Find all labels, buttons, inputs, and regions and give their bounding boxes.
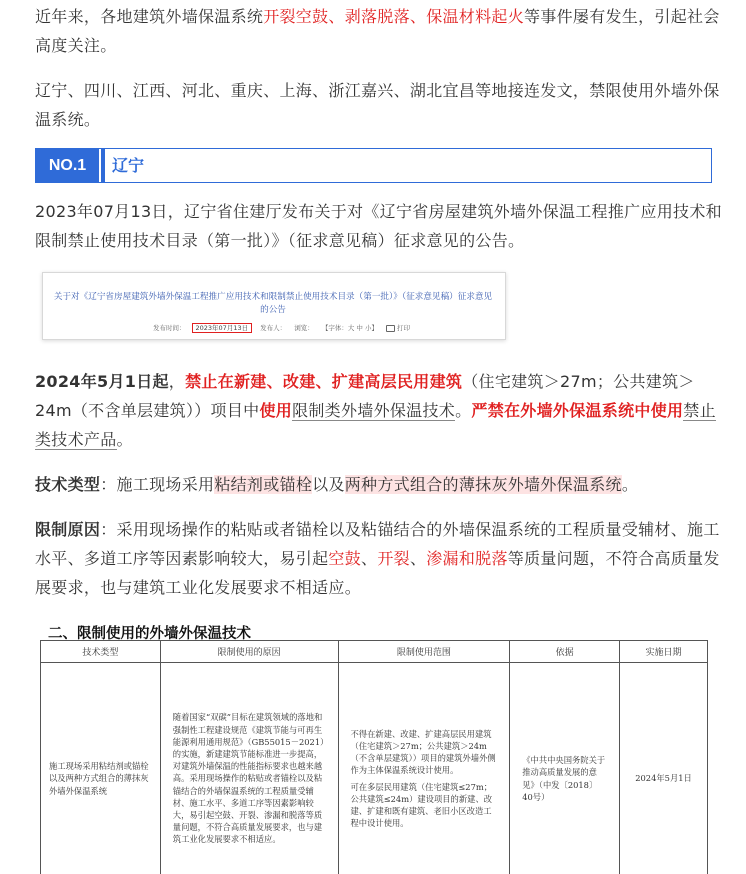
reason-red-1: 空鼓 [328, 549, 362, 568]
policy-paragraph [35, 367, 725, 454]
print-icon [386, 325, 395, 332]
section-title: 辽宁 [112, 156, 145, 175]
table-title: 二、限制使用的外墙外保温技术 [48, 625, 251, 642]
intro-paragraph-2: 辽宁、四川、江西、河北、重庆、上海、浙江嘉兴、湖北宜昌等地接连发文，禁限使用外墙外保温系统。 [35, 81, 720, 129]
policy-end: 。 [116, 430, 133, 449]
publish-date-highlight: 2023年07月13日 [192, 323, 253, 333]
tech-type-a: 施工现场采用 [116, 475, 215, 494]
intro-text-a: 近年来，各地建筑外墙保温系统 [35, 7, 264, 26]
section-header [35, 148, 712, 183]
table-cell-reason: 随着国家“双碳”目标在建筑领域的落地和强制性工程建设规范《建筑节能与可再生能源利用通用规范》（GB55015－2021）的实施，新建建筑节能标准进一步提高，对建筑外墙保温的性能指标要求也越来越高。采用现场操作的粘贴或者锚栓以及粘锚结合的外墙保温系统的工程质量受辅材、施工水平、多道工序等因素影响较大，易引起空鼓、开裂、渗漏和脱落等质量问题，不符合高质量发展要求，也与建筑工业化发展要求不相适应。 [160, 663, 338, 874]
policy-period: 。 [455, 401, 472, 420]
intro-text-b: 等事件屡有发生，引起社会高度关注。 [35, 7, 720, 55]
policy-banned: 禁止类技术产品 [35, 401, 716, 449]
section-number: NO.1 [36, 149, 99, 182]
reason-red-3: 渗漏和脱落 [426, 549, 508, 568]
table-header: 实施日期 [620, 641, 708, 663]
intro-red-text: 开裂空鼓、剥落脱落、保温材料起火 [263, 7, 525, 26]
table-cell-type: 施工现场采用粘结剂或锚栓以及两种方式组合的薄抹灰外墙外保温系统 [41, 663, 161, 874]
table-header: 限制使用范围 [338, 641, 510, 663]
reason-colon: ： [100, 520, 117, 539]
restricted-tech-table [40, 640, 708, 874]
policy-ban: 禁止在新建、改建、扩建高层民用建筑 [185, 372, 463, 391]
tech-type-highlight-2: 两种方式组合的薄抹灰外墙外保温系统 [344, 475, 622, 494]
reason-sep-2: 、 [409, 549, 427, 568]
table-header: 依据 [510, 641, 620, 663]
reason-label: 限制原因 [35, 520, 101, 539]
table-cell-basis: 《中共中央国务院关于推动高质量发展的意见》（中发〔2018〕40号） [510, 663, 620, 874]
source-label: 发布人： [260, 324, 287, 332]
font-size-label: 【字体：大 中 小】 [321, 324, 378, 332]
table-cell-scope [338, 663, 510, 874]
policy-comma: ， [168, 372, 186, 391]
table-scope-2: 可在多层民用建筑（住宅建筑≤27m；公共建筑≤24m）建设项目的新建、改建、扩建和既有建筑、老旧小区改造工程中设计使用。 [350, 781, 493, 829]
table-header: 技术类型 [41, 641, 161, 663]
reason-text-a: 采用现场操作的粘贴或者锚栓以及粘锚结合的外墙保温系统的工程质量受辅材、施工水平、多道工序等因素影响较大，易引起 [35, 520, 720, 568]
section-divider [101, 149, 105, 182]
tech-type-paragraph [35, 470, 725, 499]
reason-text-b: 等质量问题，不符合高质量发展要求，也与建筑工业化发展要求不相适应。 [35, 549, 720, 597]
announcement-paragraph: 2023年07月13日，辽宁省住建厅发布关于对《辽宁省房屋建筑外墙外保温工程推广应用技术和限制禁止使用技术目录（第一批）》（征求意见稿）征求意见的公告。 [35, 202, 722, 250]
screenshot-meta [153, 323, 422, 332]
table-header: 限制使用的原因 [160, 641, 338, 663]
intro-paragraph-1 [35, 2, 725, 60]
screenshot-title: 关于对《辽宁省房屋建筑外墙外保温工程推广应用技术和限制禁止使用技术目录（第一批）》（征求意见稿）征求意见的公告 [53, 292, 493, 315]
print-link [386, 324, 416, 332]
table-header-row [41, 641, 708, 663]
policy-scope: （住宅建筑＞27m；公共建筑＞24m（不含单层建筑））项目中 [35, 372, 695, 420]
policy-strict: 严禁在外墙外保温系统中使用 [471, 401, 684, 420]
publish-label: 发布时间： [153, 324, 186, 332]
policy-use: 使用 [259, 401, 293, 420]
reason-paragraph [35, 515, 725, 602]
table-scope-1: 不得在新建、改建、扩建高层民用建筑（住宅建筑＞27m；公共建筑＞24m（不含单层建筑））项目的建筑外墙外侧作为主体保温系统设计使用。 [350, 728, 496, 776]
table-cell-date: 2024年5月1日 [620, 663, 708, 874]
tech-type-colon: ： [100, 475, 117, 494]
tech-type-highlight-1: 粘结剂或锚栓 [214, 475, 313, 494]
tech-type-label: 技术类型 [35, 475, 101, 494]
tech-type-c: 。 [621, 475, 639, 494]
views-label: 浏览： [294, 324, 314, 332]
reason-red-2: 开裂 [377, 549, 410, 568]
table-row [41, 663, 708, 874]
announcement-screenshot [42, 272, 506, 340]
reason-sep-1: 、 [361, 549, 378, 568]
policy-date: 2024年5月1日起 [35, 372, 169, 391]
print-label: 打印 [397, 324, 411, 332]
policy-restricted: 限制类外墙外保温技术 [292, 401, 456, 420]
tech-type-b: 以及 [312, 475, 345, 494]
